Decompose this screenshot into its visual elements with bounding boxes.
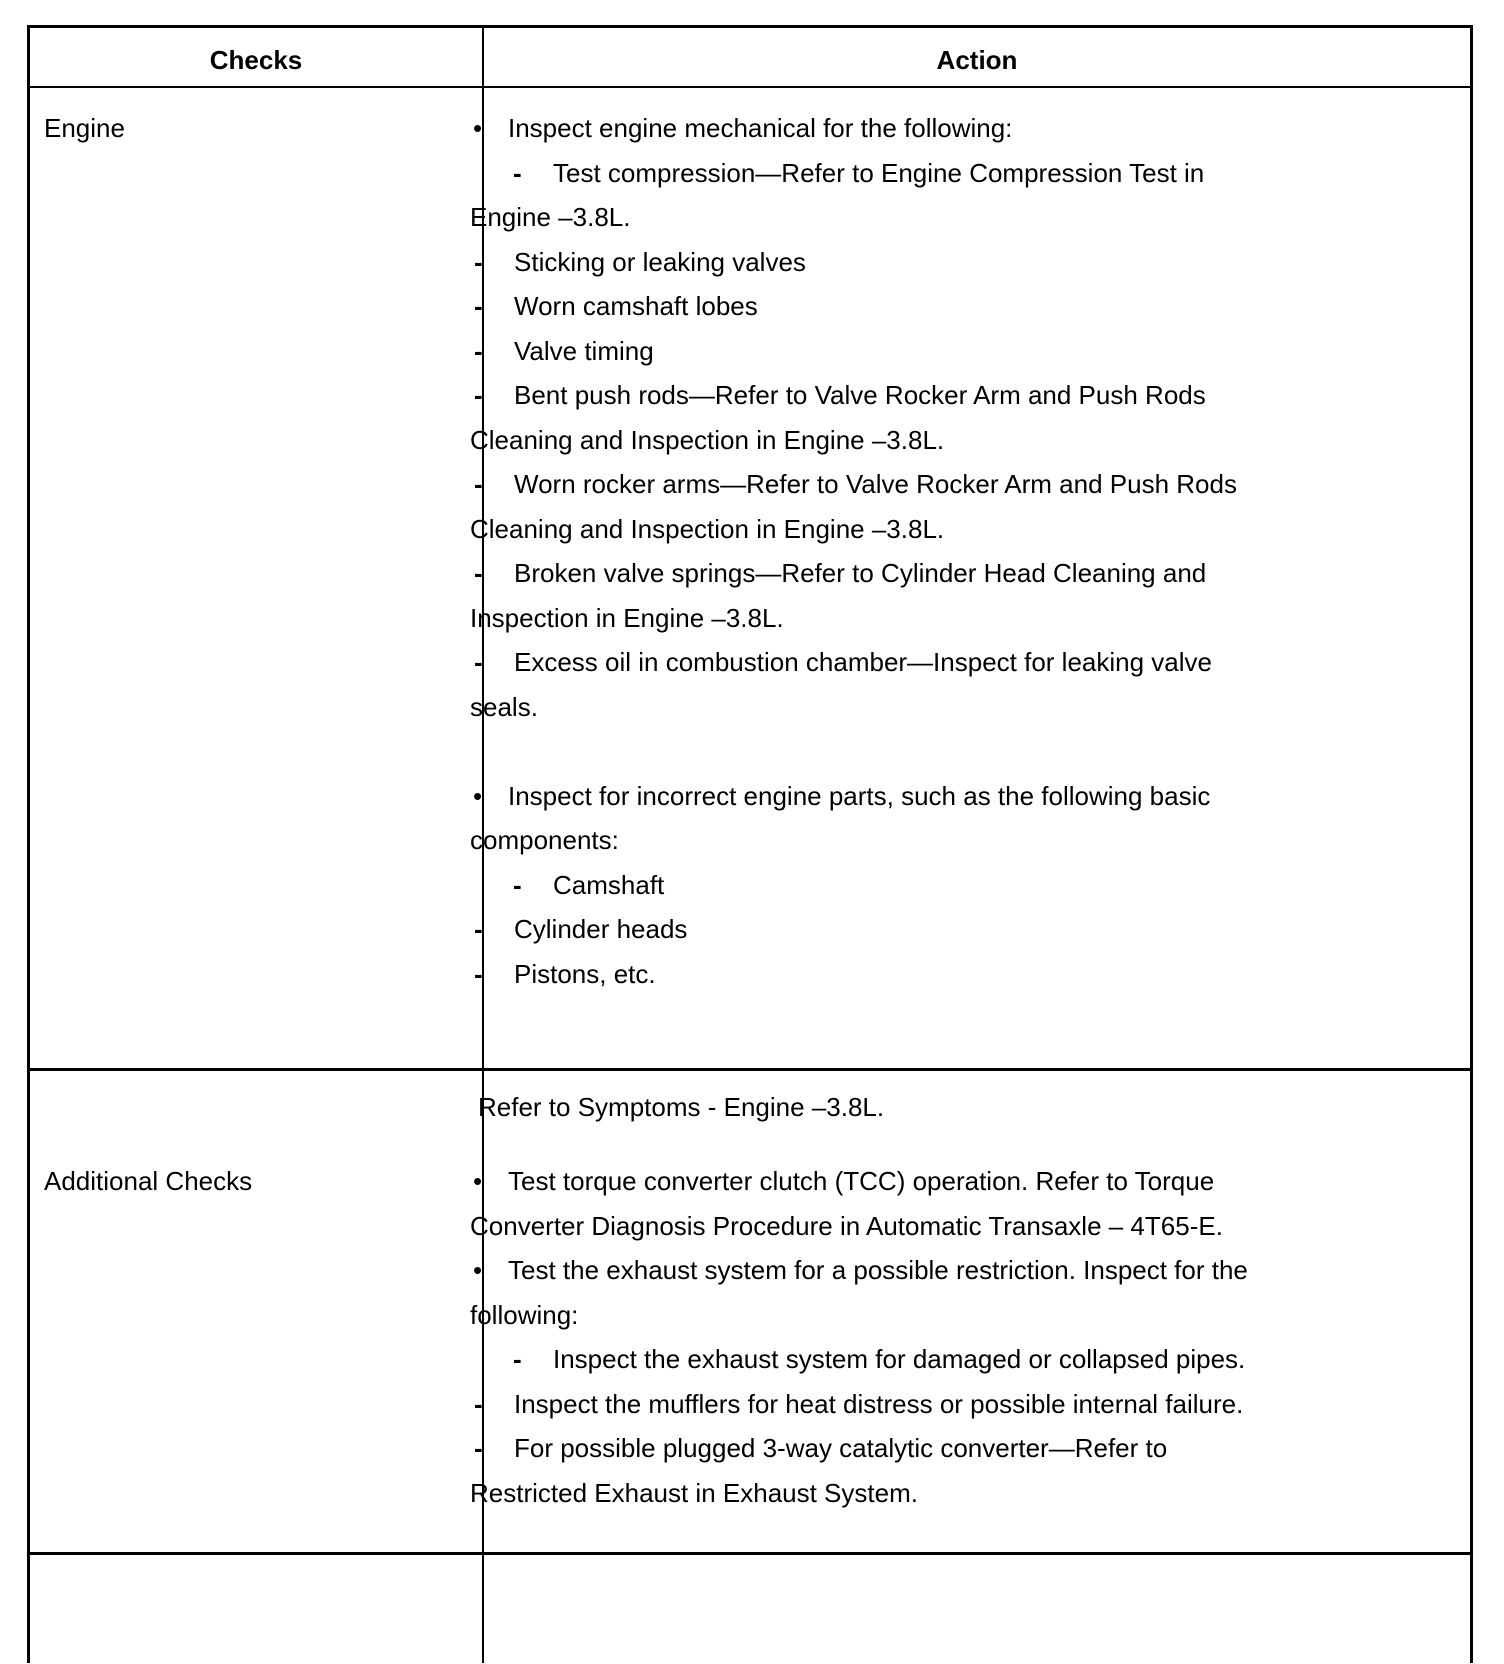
action-text: Inspect the exhaust system for damaged or collapsed pipes. [553,1344,1246,1374]
action-line [470,1337,1430,1382]
dash-marker: - [474,469,483,499]
action-text: Converter Diagnosis Procedure in Automatic Transaxle – 4T65-E. [470,1210,1223,1241]
action-text: Test torque converter clutch (TCC) operation. Refer to Torque [508,1166,1215,1196]
action-line [470,1471,1430,1516]
action-text: Cleaning and Inspection in Engine –3.8L. [470,424,945,455]
action-text: Inspect engine mechanical for the following: [508,113,1013,143]
action-engine [470,106,1430,1130]
action-text: Test compression—Refer to Engine Compression Test in [553,157,1205,188]
action-line [470,551,1430,596]
action-text: Inspection in Engine –3.8L. [470,602,784,633]
action-line [470,685,1430,730]
action-line [470,1041,1430,1086]
action-text: Inspect for incorrect engine parts, such as the following basic [508,780,1211,811]
action-text: Valve timing [514,335,654,366]
action-line [470,907,1430,952]
action-line [470,1293,1430,1338]
dash-marker: - [474,958,483,989]
bullet-marker: • [473,780,483,811]
action-text: Test the exhaust system for a possible restriction. Inspect for the [508,1255,1248,1285]
action-text: seals. [470,691,538,722]
check-additional: Additional Checks [44,1166,253,1196]
dash-marker: - [474,647,483,677]
action-line [470,240,1430,285]
action-text: Engine –3.8L. [470,202,631,232]
action-text: Restricted Exhaust in Exhaust System. [470,1477,918,1508]
action-line [470,1159,1430,1204]
action-line [470,596,1430,641]
dash-marker: - [474,246,483,277]
action-line [470,818,1430,863]
action-text: Worn camshaft lobes [514,291,758,321]
header-action: Action [936,45,1018,75]
bullet-marker: • [473,1255,483,1285]
action-text: Sticking or leaking valves [514,246,806,277]
action-line [470,418,1430,463]
action-line [470,1426,1430,1471]
action-text: following: [470,1299,579,1330]
bullet-marker: • [473,113,483,143]
dash-marker: - [474,914,483,944]
action-line [470,952,1430,997]
dash-marker: - [474,1433,483,1463]
action-line [470,195,1430,240]
action-line [470,462,1430,507]
action-line [470,729,1430,774]
action-line [470,996,1430,1041]
action-line [470,151,1430,196]
action-text: Camshaft [553,869,665,900]
action-text: For possible plugged 3-way catalytic converter—Refer to [514,1433,1168,1463]
dash-marker: - [474,291,483,321]
row-divider-bottom [30,1552,1470,1555]
action-additional [470,1159,1430,1515]
action-text: Refer to Symptoms - Engine –3.8L. [478,1092,885,1122]
action-line [470,284,1430,329]
action-text: Broken valve springs—Refer to Cylinder Head Cleaning and [514,558,1207,588]
dash-marker: - [474,558,483,588]
action-text: Bent push rods—Refer to Valve Rocker Arm and Push Rods [514,380,1206,410]
header-checks: Checks [209,45,303,75]
action-text: Cleaning and Inspection in Engine –3.8L. [470,513,945,544]
action-line [470,1382,1430,1427]
action-text: Inspect the mufflers for heat distress or possible internal failure. [514,1388,1244,1419]
dash-marker: - [474,380,483,410]
dash-marker: - [474,335,483,366]
bullet-marker: • [473,1166,483,1196]
dash-marker: - [513,157,522,188]
action-line [470,863,1430,908]
action-line [470,640,1430,685]
action-line [470,1248,1430,1293]
action-line [470,373,1430,418]
action-line [470,507,1430,552]
action-line [470,1085,1430,1130]
action-line [470,1204,1430,1249]
action-line [470,106,1430,151]
action-text: Cylinder heads [514,914,688,944]
check-engine: Engine [44,113,125,143]
action-text: Excess oil in combustion chamber—Inspect for leaking valve [514,647,1212,677]
dash-marker: - [513,869,522,900]
action-text: Worn rocker arms—Refer to Valve Rocker Arm and Push Rods [514,469,1237,499]
dash-marker: - [474,1388,483,1419]
action-line [470,774,1430,819]
action-text: Pistons, etc. [514,958,656,989]
action-line [470,329,1430,374]
action-text: components: [470,825,619,855]
dash-marker: - [513,1344,522,1374]
